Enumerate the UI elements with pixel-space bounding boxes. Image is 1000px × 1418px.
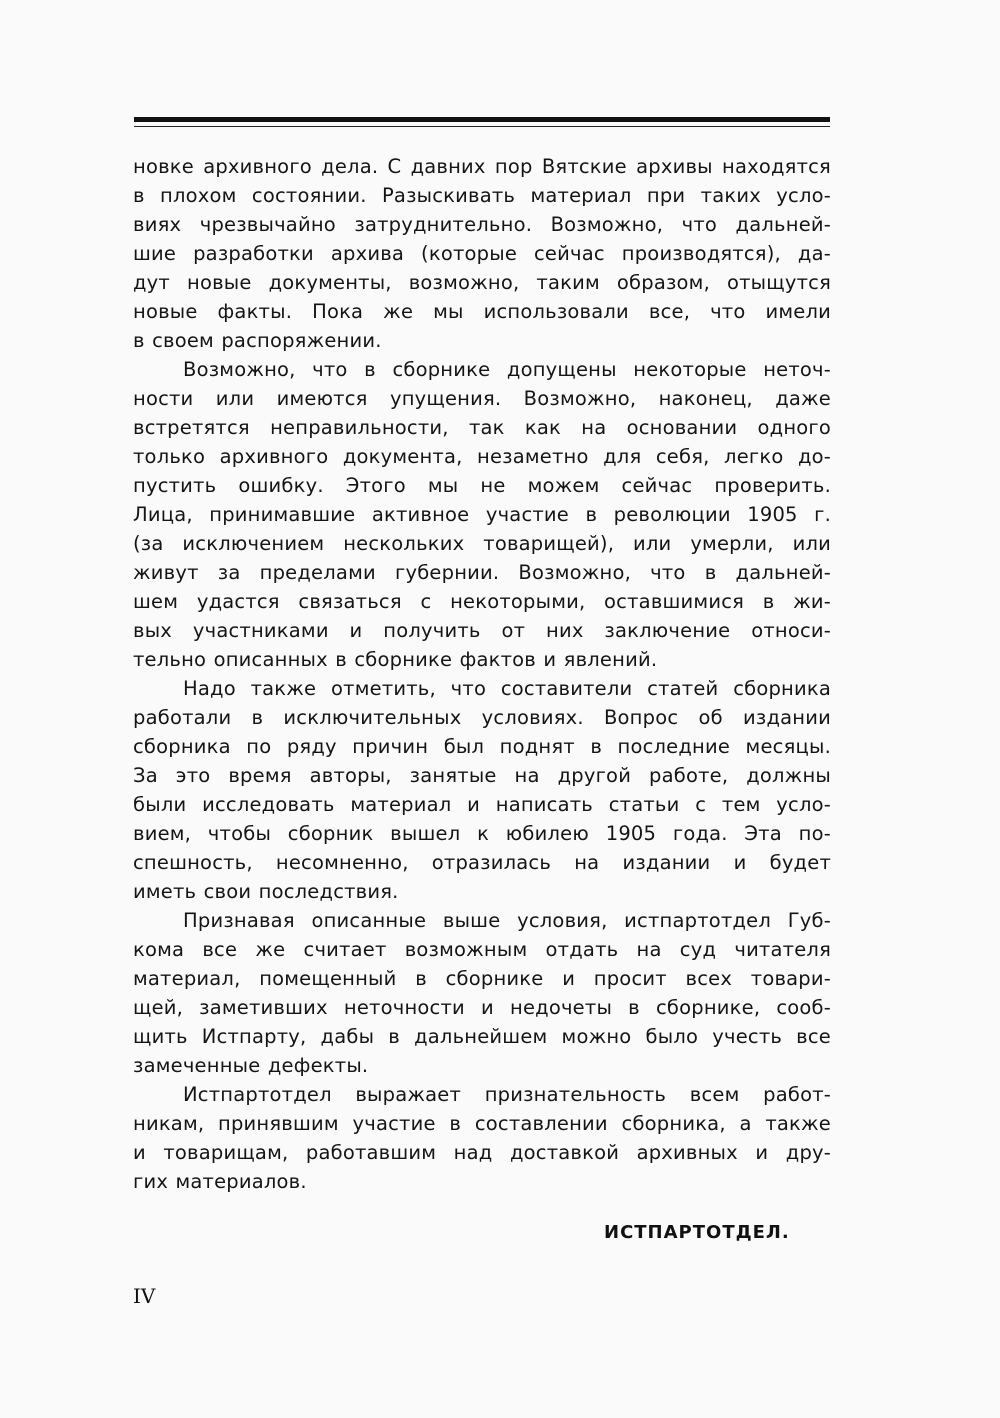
text-line: щей, заметивших неточности и недочеты в сборнике, сооб- [133,996,831,1019]
text-line: Возможно, что в сборнике допущены некоторые неточ- [183,358,831,381]
paragraph [133,674,831,906]
text-line: шие разработки архива (которые сейчас производятся), да- [133,242,831,265]
text-line: только архивного документа, незаметно для себя, легко до- [133,445,831,468]
text-line: дут новые документы, возможно, таким образом, отыщутся [133,271,831,294]
text-line: никам, принявшим участие в составлении сборника, а также [133,1112,831,1135]
text-line: За это время авторы, занятые на другой работе, должны [133,764,831,787]
paragraph [133,152,831,355]
paragraph [133,1080,831,1196]
text-line: в своем распоряжении. [133,329,382,352]
page-number: IV [133,1284,156,1308]
body-text [133,152,831,1196]
text-line: (за исключением нескольких товарищей), или умерли, или [133,532,831,555]
header-rule-thick [134,117,830,122]
text-line: встретятся неправильности, так как на основании одного [133,416,831,439]
header-rule-thin [134,126,830,127]
paragraph [133,355,831,674]
text-line: Истпартотдел выражает признательность всем работ- [183,1083,831,1106]
text-line: новке архивного дела. С давних пор Вятские архивы находятся [133,155,831,178]
text-line: материал, помещенный в сборнике и просит всех товари- [133,967,831,990]
text-line: гих материалов. [133,1170,307,1193]
text-line: вием, чтобы сборник вышел к юбилею 1905 года. Эта по- [133,822,831,845]
text-line: живут за пределами губернии. Возможно, что в дальней- [133,561,831,584]
text-line: Лица, принимавшие активное участие в революции 1905 г. [133,503,831,526]
text-line: в плохом состоянии. Разыскивать материал при таких усло- [133,184,831,207]
text-line: работали в исключительных условиях. Вопрос об издании [133,706,831,729]
text-line: виях чрезвычайно затруднительно. Возможно, что дальней- [133,213,831,236]
text-line: шем удастся связаться с некоторыми, оставшимися в жи- [133,590,831,613]
text-line: тельно описанных в сборнике фактов и явлений. [133,648,658,671]
text-line: вых участниками и получить от них заключение относи- [133,619,831,642]
text-line: пустить ошибку. Этого мы не можем сейчас проверить. [133,474,831,497]
signature: ИСТПАРТОТДЕЛ. [604,1222,790,1243]
text-line: замеченные дефекты. [133,1054,369,1077]
text-line: спешность, несомненно, отразилась на издании и будет [133,851,831,874]
text-line: новые факты. Пока же мы использовали все, что имели [133,300,831,323]
text-line: и товарищам, работавшим над доставкой архивных и дру- [133,1141,831,1164]
text-line: сборника по ряду причин был поднят в последние месяцы. [133,735,831,758]
text-line: иметь свои последствия. [133,880,399,903]
paragraph [133,906,831,1080]
text-line: щить Истпарту, дабы в дальнейшем можно было учесть все [133,1025,831,1048]
text-line: ности или имеются упущения. Возможно, наконец, даже [133,387,831,410]
text-line: Надо также отметить, что составители статей сборника [183,677,831,700]
text-line: были исследовать материал и написать статьи с тем усло- [133,793,831,816]
text-line: кома все же считает возможным отдать на суд читателя [133,938,831,961]
text-line: Признавая описанные выше условия, истпартотдел Губ- [183,909,831,932]
